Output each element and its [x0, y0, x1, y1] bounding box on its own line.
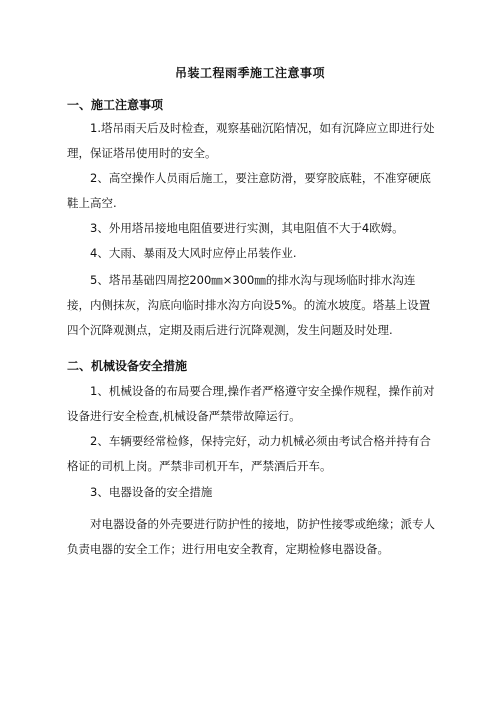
paragraph-drainage-ditch: 5、塔吊基础四周挖200㎜×300㎜的排水沟与现场临时排水沟连接，内侧抹灰，沟底向临时排水沟方向设5%。的流水坡度。塔基上设置四个沉降观测点，定期及雨后进行沉降观测，发生问题及时处理.: [67, 273, 431, 337]
paragraph-electrical-measures: 对电器设备的外壳要进行防护性的接地，防护性接零或绝缘；派专人负责电器的安全工作；进行用电安全教育，定期检修电器设备。: [67, 517, 435, 556]
paragraph-machinery-layout: 1、机械设备的布局要合理,操作者严格遵守安全操作规程，操作前对设备进行安全检查,机械设备严禁带故障运行。: [67, 384, 435, 423]
paragraph-work-at-height: 2、高空操作人员雨后施工，要注意防滑，要穿胶底鞋，不准穿硬底鞋上高空.: [67, 171, 431, 210]
paragraph-tower-crane-inspection: 1.塔吊雨天后及时检查，观察基础沉陷情况，如有沉降应立即进行处理，保证塔吊使用时的安全。: [67, 121, 435, 160]
section-heading-machinery-safety: 二、机械设备安全措施: [67, 359, 188, 373]
document-title: 吊装工程雨季施工注意事项: [174, 66, 325, 80]
section-heading-construction-notes: 一、施工注意事项: [67, 98, 164, 112]
paragraph-electrical-subheading: 3、电器设备的安全措施: [90, 485, 213, 499]
paragraph-grounding-resistance: 3、外用塔吊接地电阻值要进行实测，其电阻值不大于4欧姆。: [90, 221, 404, 235]
paragraph-vehicle-maintenance: 2、车辆要经常检修，保持完好，动力机械必须由考试合格并持有合格证的司机上岗。严禁非司机开车，严禁酒后开车。: [67, 434, 431, 473]
paragraph-stop-hoisting: 4、大雨、暴雨及大风时应停止吊装作业.: [90, 246, 297, 260]
